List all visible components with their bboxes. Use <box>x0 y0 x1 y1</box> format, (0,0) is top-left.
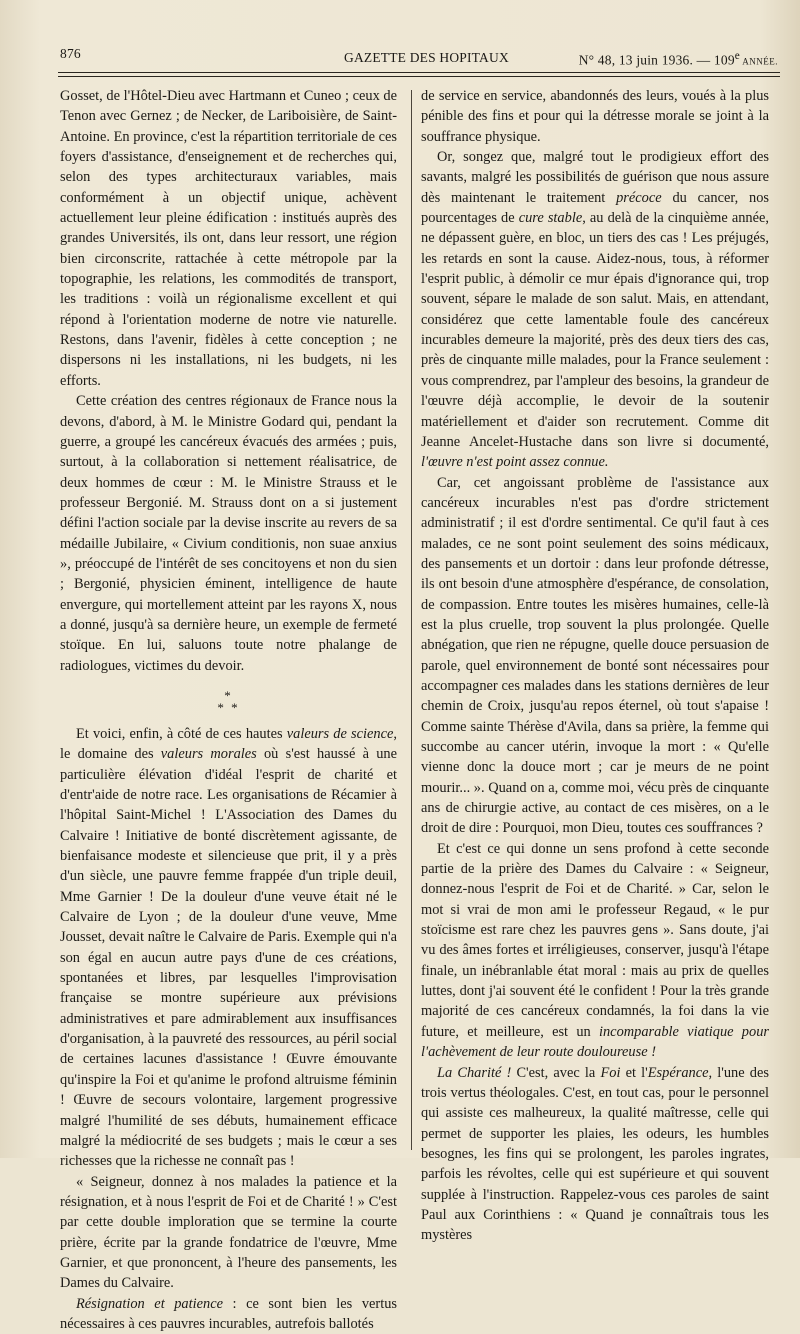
italic-run: incomparable viatique pour l'achèvement de leur route douloureuse ! <box>421 1023 769 1061</box>
italic-run: Espérance <box>647 1064 709 1081</box>
left-paragraph-4: « Seigneur, donnez à nos malades la patience et la résignation, et à nous l'esprit de Foi et de Charité ! » C'est par cette double imploration que se termine la courte prière, écrite par la grande fondatrice de l'œuvre, Mme Garnier, et que prononcent, à l'heure des pansements, les Dames du Calvaire. <box>60 1173 397 1292</box>
left-paragraph-1: Gosset, de l'Hôtel-Dieu avec Hartmann et Cuneo ; ceux de Tenon avec Gernez ; de Necker, de Lariboisière, de Saint-Antoine. En province, c'est la répartition territoriale de ces foyers d'assistance, d'enseignement et de recherches qui, selon des types architecturaux variables, mais conformément à un objectif unique, achèvent actuellement leur pleine édification : institués auprès des grandes Universités, ils ont, dans leur ressort, une région bien circonscrite, rattachée à cette métropole par la topographie, les relations, les commodités de transport, les traditions : voilà un régionalisme excellent et qui répond à l'orientation moderne de notre vie naturelle. Restons, dans l'avenir, fidèles à cette conception ; ne dispersons ni les installations, ni les budgets, ni les efforts. <box>60 88 397 389</box>
text-run: : ce sont bien les vertus nécessaires à ces pauvres incurables, autrefois ballotés <box>60 1295 397 1332</box>
right-paragraph-1: de service en service, abandonnés des leurs, voués à la plus pénible des fins et pour qui la détresse morale se joint à la souffrance physique. <box>421 88 769 145</box>
italic-run: La Charité ! <box>437 1064 512 1081</box>
italic-run: cure stable <box>518 210 583 227</box>
italic-run: valeurs morales <box>160 746 257 763</box>
left-column <box>60 86 397 1332</box>
italic-run: l'œuvre n'est point assez connue. <box>421 454 609 471</box>
italic-run: valeurs de science <box>286 725 394 742</box>
right-paragraph-3: Car, cet angoissant problème de l'assistance aux cancéreux incurables n'est pas d'ordre strictement administratif ; il est d'ordre sentimental. Ce qu'il faut à ces malades, ce ne sont point seulement des soins médicaux, des pansements et un dortoir : dans leur profonde détresse, ils ont besoin d'une atmosphère d'espérance, de consolation, de compassion. Entre toutes les misères humaines, celle-là est la plus cruelle, trop souvent la plus prolongée. Quelle abnégation, que rien ne répugne, quelle douce persuasion de parole, quel environnement de bonté sont nécessaires pour accompagner ces malades dans les stations dernières de leur chemin de Croix, jusqu'au repos éternel, où tout s'apaise ! Comme sainte Thérèse d'Avila, dans sa prière, la femme qui succombe au cancer utérin, invoque la mort : « Qu'elle vienne donc la douce mort ; car je meurs de ne point mourir... ». Quand on a, comme moi, vécu près de cinquante ans de chirurgie active, au contact de ces misères, on a le droit de dire : Pourquoi, mon Dieu, toutes ces souffrances ? <box>421 474 769 837</box>
journal-title: GAZETTE DES HOPITAUX <box>344 50 509 65</box>
text-run: du cancer, nos pourcentages de <box>421 189 770 227</box>
text-run: , l'une des trois vertus théologales. C'est, en tout cas, pour le personnel qui assiste ces malheureux, la qualité maîtresse, celle qui permet de supporter les plaies, les odeurs, les humbles besognes, les fins qui se prolongent, les paroles ingrates, parfois les révoltes, celle qui est supérieure et qui souvent supplée à l'instruction. Rappelez-vous ces paroles de saint Paul aux Corinthiens : « Quand je connaîtrais tous les mystères <box>421 1064 769 1244</box>
asterism-top: * <box>224 687 233 703</box>
left-paragraph-3 <box>60 724 397 1172</box>
right-paragraph-2 <box>421 147 769 473</box>
issue-info <box>579 50 778 69</box>
header-rule-thick <box>58 72 780 73</box>
text-run: Et c'est ce qui donne un sens profond à cette seconde partie de la prière des Dames du Calvaire : « Seigneur, donnez-nous l'esprit de Foi et de Charité. » Car, selon le mot si vrai de mon ami le professeur Regaud, « le pur stoïcisme est rare chez les pauvres gens ». Sans doute, j'ai vu des âmes fortes et irréligieuses, conserver, jusqu'à l'étape finale, un inébranlable état moral : mais au prix de quelles luttes, dont j'ai souvent été le confident ! Pour la très grande majorité de ces cancéreux condamnés, la foi dans la vie future, et meilleure, est un <box>421 840 769 1040</box>
italic-run: précoce <box>616 189 662 206</box>
right-column <box>421 86 770 1244</box>
section-asterisks <box>60 687 397 715</box>
text-run: Or, songez que, malgré tout le prodigieux effort des savants, malgré les possibilités de guérison que nous assure dès maintenant le traitement <box>421 149 769 206</box>
right-paragraph-4 <box>421 839 769 1063</box>
text-run: C'est, avec la <box>511 1064 601 1081</box>
issue-ordinal: e <box>734 50 740 62</box>
italic-run: Foi <box>600 1064 621 1081</box>
issue-number-date: N° 48, 13 juin 1936. — 109 <box>578 52 735 68</box>
left-paragraph-2: Cette création des centres régionaux de France nous la devons, d'abord, à M. le Ministre Godard qui, pendant la guerre, a groupé les cancéreux évacués des armées ; puis, surtout, à la collaboration si nettement réalisatrice, de deux hommes de cœur : M. le Ministre Strauss et le professeur Bergonié. M. Strauss dont on a si justement défini l'action sociale par la devise inscrite au revers de sa médaille Jubilaire, « Civium conditionis, non suae anxius », préoccupé de l'intérêt de ses concitoyens et non du sien ; Bergonié, physicien éminent, intelligence de haute envergure, qui mortellement atteint par les rayons X, nous a donné, jusqu'à sa dernière heure, un exemple de fermeté stoïque. En lui, saluons toute notre phalange de radiologues, victimes du devoir. <box>60 393 397 674</box>
page-header <box>60 44 778 70</box>
header-rule-thin <box>58 76 780 77</box>
text-run: , le domaine des <box>60 725 397 763</box>
italic-run: Résignation et patience <box>76 1295 223 1312</box>
text-run: où s'est haussé à une particulière élévation d'idéal l'esprit de charité et d'entr'aide de notre race. Les organisations de Récamier à l'hôpital Saint-Michel ! L'Association des Dames du Calvaire ! Initiative de bonté discrètement agissante, de bienfaisance modeste et silencieuse que prit, il y a près d'un siècle, une pauvre femme frappée d'un triple deuil, Mme Garnier ! De la douleur d'une veuve était né le Calvaire de Lyon ; de la douleur d'une veuve, Mme Jousset, devait naître le Calvaire de Paris. Exemple qui n'a son égal en aucun autre pays d'une de ces créations, spontanées et libres, par lesquelles l'improvisation française se montre supérieure aux prévisions administratives et pare admirablement aux insuffisances d'organisation, à la pauvreté des ressources, au péril social de certaines lacunes d'assistance ! Œuvre émouvante qu'inspire la Foi et qu'anime le profond altruisme féminin ! Œuvre de secours volontaire, largement progressive malgré l'humilité de ses débuts, humainement efficace malgré la médiocrité de ses budgets ; mais le cœur a ses richesses que la richesse ne connaît pas ! <box>60 746 397 1170</box>
issue-suffix: ANNÉE. <box>740 56 778 67</box>
page-number: 876 <box>60 46 81 61</box>
text-run: , au delà de la cinquième année, ne dépassent guère, en bloc, un tiers des cas ! Les préjugés, les retards en sont la cause. Aidez-nous, tous, à réformer l'esprit public, à démolir ce mur épais d'ignorance qui, trop souvent, sépare le malade de son salut. Mais, en attendant, considérez que cette lamentable foule des cancéreux incurables demeure la majorité, près des deux tiers des cas, près de cinquante mille malades, pour la France seulement : vous comprendrez, par l'ampleur des besoins, la grandeur de l'œuvre déjà accomplie, le devoir de la soutenir matériellement et d'aider son recrutement. Comme dit Jeanne Ancelet-Hustache dans son livre si documenté, <box>421 210 769 450</box>
text-run: et l' <box>620 1064 648 1081</box>
column-divider <box>411 90 412 1150</box>
right-paragraph-5 <box>421 1063 769 1246</box>
text-run: Et voici, enfin, à côté de ces hautes <box>76 725 287 742</box>
asterism-bottom: * * <box>217 699 240 715</box>
left-paragraph-5 <box>60 1294 397 1334</box>
